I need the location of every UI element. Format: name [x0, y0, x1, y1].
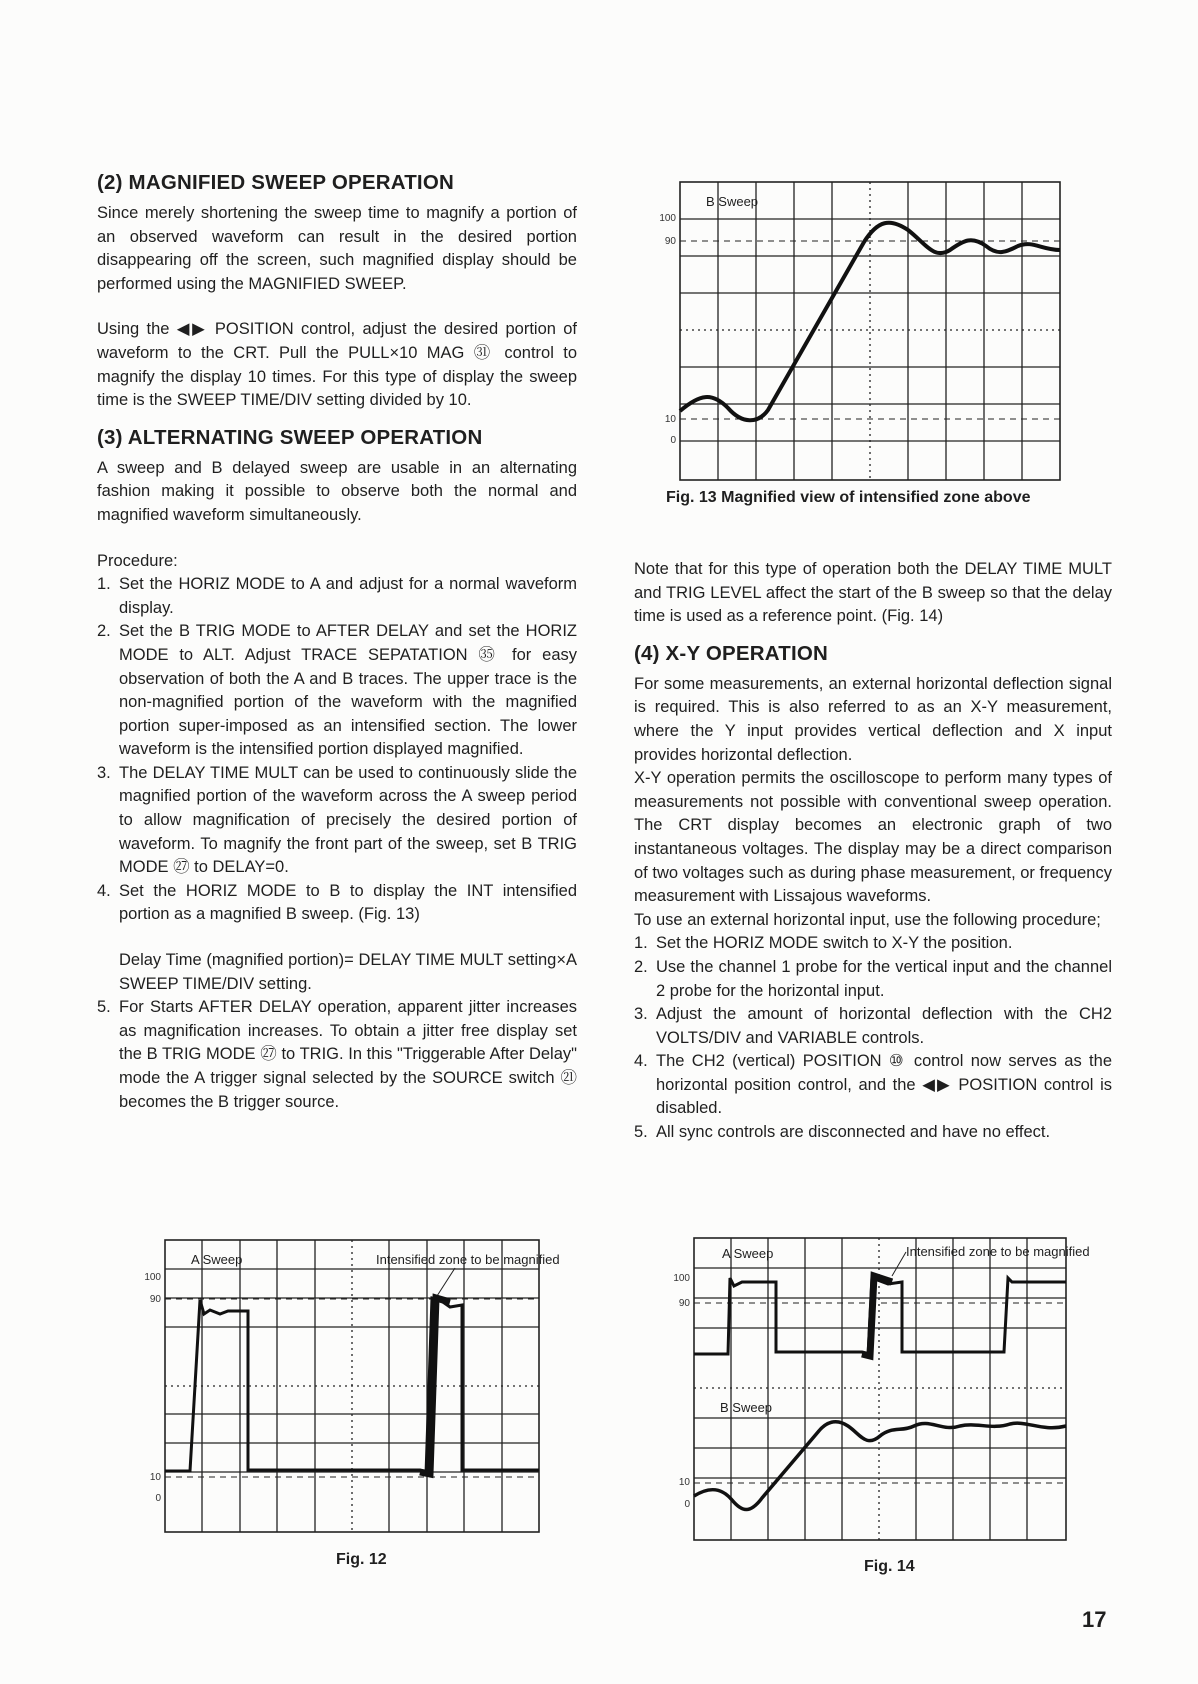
procedure-label: Procedure:: [97, 551, 178, 570]
list-item: 4. Set the HORIZ MODE to B to display the INT intensified portion as a magnified B sweep. (Fig. 13): [97, 881, 577, 924]
right-column: [634, 558, 1112, 1145]
fig14-a-waveform: [694, 1278, 1066, 1356]
fig14-b-sweep-label: B Sweep: [720, 1400, 773, 1415]
magnified-para-1: Since merely shortening the sweep time to magnify a portion of an observed waveform can result in the desired portion disappearing off the screen, such magnified display should be performed using the MAGNIFIED SWEEP.: [97, 204, 577, 293]
fig14-intensified-zone: [862, 1276, 892, 1356]
list-item: 3. Adjust the amount of horizontal deflection with the CH2 VOLTS/DIV and VARIABLE controls.: [634, 1005, 1112, 1047]
fig14-tick-0: 0: [684, 1499, 690, 1510]
alternating-sweep-heading: (3) ALTERNATING SWEEP OPERATION: [97, 425, 483, 449]
fig12-a-sweep-label: A Sweep: [191, 1252, 243, 1267]
xy-para-3: To use an external horizontal input, use the following procedure;: [634, 910, 1101, 929]
xy-operation-heading: (4) X-Y OPERATION: [634, 641, 828, 665]
alternating-para-1: A sweep and B delayed sweep are usable in an alternating fashion making it possible to observe both the normal and magnified waveform simultaneously.: [97, 458, 577, 524]
fig12-label-pointer: [437, 1268, 455, 1296]
delay-time-formula: Delay Time (magnified portion)= DELAY TIME MULT setting×A SWEEP TIME/DIV setting.: [119, 951, 577, 993]
fig13-tick-0: 0: [670, 435, 676, 446]
xy-para-2: X-Y operation permits the oscilloscope to perform many types of measurements not possible with conventional sweep operation. The CRT display becomes an electronic graph of two instantaneous voltages. The display may be a direct comparison of two voltages such as during phase measurement, or frequency measurement with Lissajous waveforms.: [634, 769, 1112, 906]
fig14-tick-10: 10: [678, 1477, 690, 1488]
fig14-scope-display: [670, 1236, 1140, 1546]
fig13-b-sweep-label: B Sweep: [706, 194, 759, 209]
fig14-label-pointer: [892, 1252, 906, 1276]
list-item: 1. Set the HORIZ MODE to A and adjust for a normal waveform display.: [97, 575, 577, 617]
fig13-scope-display: [650, 180, 1070, 492]
fig12-scope-display: [140, 1238, 605, 1542]
list-item: 5. All sync controls are disconnected and have no effect.: [634, 1123, 1051, 1142]
fig13-tick-100: 100: [659, 213, 676, 224]
fig13-tick-10: 10: [664, 414, 676, 425]
page-number: 17: [1082, 1607, 1107, 1632]
fig14-caption: Fig. 14: [864, 1558, 915, 1575]
fig13-caption: Fig. 13 Magnified view of intensified zone above: [666, 489, 1031, 506]
magnified-sweep-heading: (2) MAGNIFIED SWEEP OPERATION: [97, 171, 454, 194]
fig13-grid: [680, 182, 1060, 480]
delay-note: Note that for this type of operation both the DELAY TIME MULT and TRIG LEVEL affect the start of the B sweep so that the delay time is used as a reference point. (Fig. 14): [634, 560, 1112, 626]
fig14-b-waveform: [694, 1422, 1066, 1510]
list-item: 2. Use the channel 1 probe for the vertical input and the channel 2 probe for the horizontal input.: [634, 957, 1112, 1000]
xy-procedure-list: [634, 932, 1112, 1144]
list-item: 4. The CH2 (vertical) POSITION ⑩ control now serves as the horizontal position control, and the ◀▶ POSITION control is disabled.: [634, 1052, 1112, 1118]
list-item: 1. Set the HORIZ MODE switch to X-Y the position.: [634, 934, 1013, 953]
list-item: 5. For Starts AFTER DELAY operation, apparent jitter increases as magnification increases. To obtain a jitter free display set the B TRIG MODE ㉗ to TRIG. In this "Triggerable After Delay" mode the A trigger signal selected by the SOURCE switch ㉑ becomes the B trigger source.: [97, 998, 577, 1111]
fig13-tick-90: 90: [664, 236, 676, 247]
fig14-a-sweep-label: A Sweep: [722, 1246, 774, 1261]
left-column: [97, 170, 577, 1114]
fig12-tick-100: 100: [144, 1272, 161, 1283]
xy-para-1: For some measurements, an external horizontal deflection signal is required. This is also referred to as an X-Y measurement, where the Y input provides vertical deflection and X input provides horizontal deflection.: [634, 674, 1112, 764]
fig12-caption: Fig. 12: [336, 1551, 387, 1568]
fig12-tick-0: 0: [155, 1493, 161, 1504]
fig12-tick-90: 90: [149, 1294, 161, 1305]
list-item: 2. Set the B TRIG MODE to AFTER DELAY and set the HORIZ MODE to ALT. Adjust TRACE SEPATATION ㉟ for easy observation of both the A and B traces. The upper trace is the non-magnified portion of the waveform with the magnified portion super-imposed as an intensified section. The lower waveform is the intensified portion displayed magnified.: [97, 622, 577, 759]
fig14-tick-90: 90: [678, 1298, 690, 1309]
fig12-intensified-label: Intensified zone to be magnified: [376, 1252, 560, 1267]
fig14-intensified-label: Intensified zone to be magnified: [906, 1244, 1090, 1259]
procedure-list-cont: [97, 996, 577, 1114]
list-item: 3. The DELAY TIME MULT can be used to continuously slide the magnified portion of the waveform across the A sweep period to allow magnification of precisely the desired portion of waveform. To magnify the front part of the sweep, set B TRIG MODE ㉗ to DELAY=0.: [97, 763, 577, 877]
procedure-list: [97, 573, 577, 927]
magnified-para-2: Using the ◀▶ POSITION control, adjust the desired portion of waveform to the CRT. Pull the PULL×10 MAG ㉛ control to magnify the display 10 times. For this type of display the sweep time is the SWEEP TIME/DIV setting divided by 10.: [97, 320, 577, 410]
fig12-grid: [165, 1240, 539, 1532]
fig14-tick-100: 100: [673, 1273, 690, 1284]
fig12-tick-10: 10: [149, 1472, 161, 1483]
